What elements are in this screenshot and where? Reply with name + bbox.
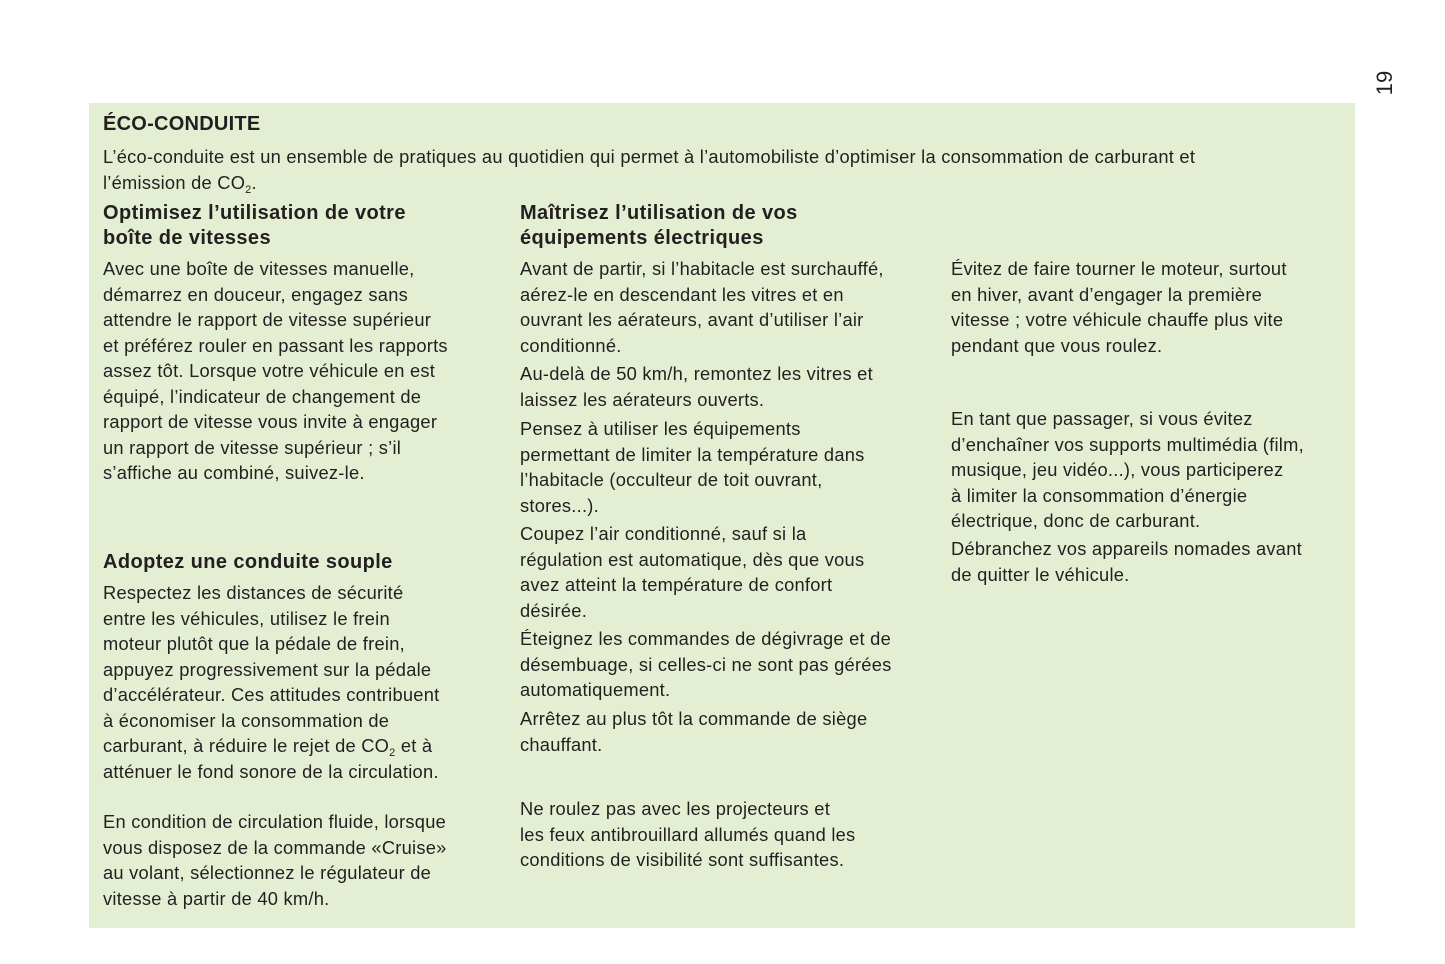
co2-subscript: 2 <box>389 747 396 759</box>
smooth-driving-text-end: et à atténuer le fond sonore de la circulation. <box>103 735 439 782</box>
gearbox-paragraph: Avec une boîte de vitesses manuelle, démarrez en douceur, engagez sans attendre le rapport de vitesse supérieur et préférez rouler en passant les rapports assez tôt. Lorsque votre véhicule en est équipé, l’indicateur de changement de rapport de vitesse vous invite à engager un rapport de vitesse supérieur ; s’il s’affiche au combiné, suivez-le. <box>103 258 448 483</box>
electrical-paragraph-4: Coupez l’air conditionné, sauf si la régulation est automatique, dès que vous avez atteint la température de confort désirée. <box>520 523 865 621</box>
intro-subscript: 2 <box>245 183 252 196</box>
electrical-heading: Maîtrisez l’utilisation de vos équipements électriques <box>520 202 798 249</box>
electrical-paragraph-2: Au-delà de 50 km/h, remontez les vitres et laissez les aérateurs ouverts. <box>520 363 873 410</box>
page-number: 19 <box>1372 70 1397 96</box>
passenger-paragraph: En tant que passager, si vous évitez d’enchaîner vos supports multimédia (film, musique, jeu vidéo...), vous participerez à limiter la consommation d’énergie électrique, donc de carburant. <box>951 408 1304 531</box>
intro-paragraph <box>103 144 1195 195</box>
intro-end: . <box>251 171 257 193</box>
electrical-paragraph-1: Avant de partir, si l’habitacle est surchauffé, aérez-le en descendant les vitres et en ouvrant les aérateurs, avant d’utiliser l’air conditionné. <box>520 258 884 356</box>
cruise-paragraph: En condition de circulation fluide, lorsque vous disposez de la commande «Cruise» au volant, sélectionnez le régulateur de vitesse à partir de 40 km/h. <box>103 811 447 909</box>
electrical-paragraph-3: Pensez à utiliser les équipements permettant de limiter la température dans l’habitacle (occulteur de toit ouvrant, stores...). <box>520 418 865 516</box>
smooth-driving-text: Respectez les distances de sécurité entre les véhicules, utilisez le frein moteur plutôt que la pédale de frein, appuyez progressivement sur la pédale d’accélérateur. Ces attitudes contribuent à économiser la consommation de carburant, à réduire le rejet de CO <box>103 582 440 756</box>
smooth-driving-heading: Adoptez une conduite souple <box>103 551 393 573</box>
electrical-paragraph-7: Ne roulez pas avec les projecteurs et les feux antibrouillard allumés quand les conditions de visibilité sont suffisantes. <box>520 798 856 870</box>
engine-idle-paragraph: Évitez de faire tourner le moteur, surtout en hiver, avant d’engager la première vitesse ; votre véhicule chauffe plus vite pendant que vous roulez. <box>951 258 1287 356</box>
intro-text: L’éco-conduite est un ensemble de pratiques au quotidien qui permet à l’automobiliste d’optimiser la consommation de carburant et l’émission de CO <box>103 146 1196 193</box>
smooth-driving-paragraph <box>103 580 439 784</box>
electrical-paragraph-5: Éteignez les commandes de dégivrage et de désembuage, si celles-ci ne sont pas gérées automatiquement. <box>520 628 892 700</box>
electrical-paragraph-6: Arrêtez au plus tôt la commande de siège chauffant. <box>520 708 868 755</box>
unplug-devices-paragraph: Débranchez vos appareils nomades avant de quitter le véhicule. <box>951 538 1302 585</box>
section-title: ÉCO-CONDUITE <box>103 113 261 135</box>
gearbox-heading: Optimisez l’utilisation de votre boîte de vitesses <box>103 202 406 249</box>
